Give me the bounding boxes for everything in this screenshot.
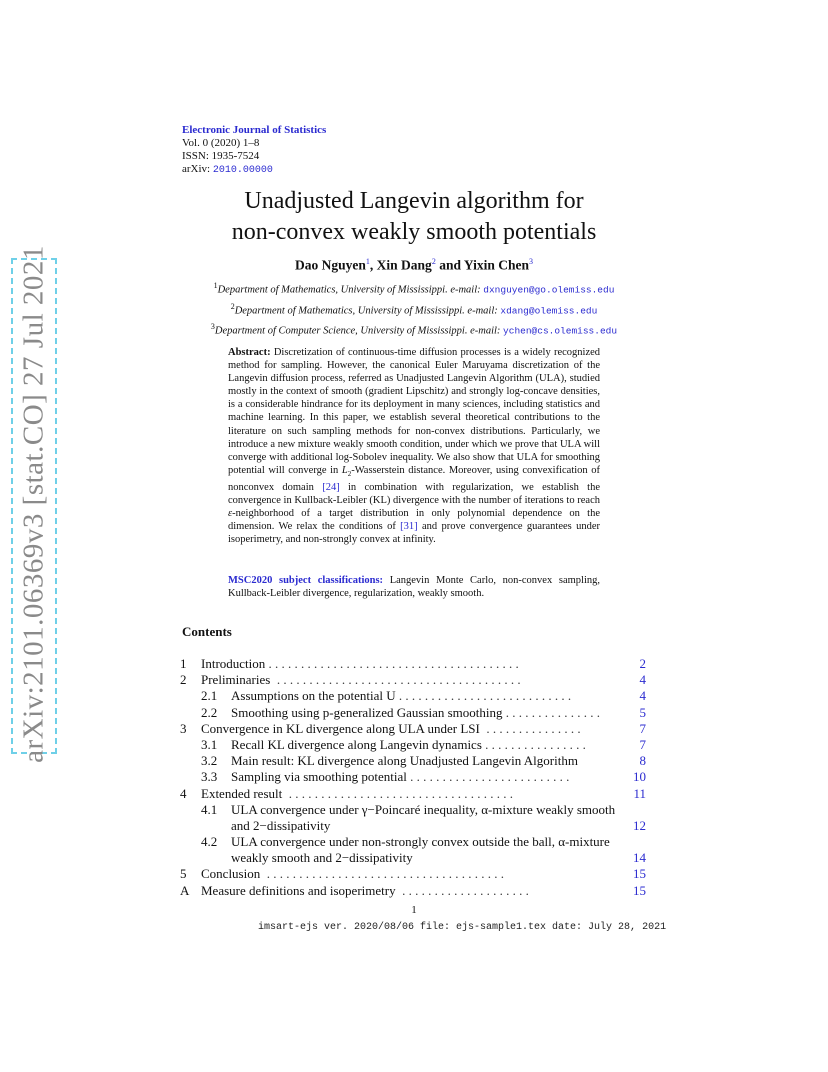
abstract-text: in combination with regularization, we establish the convergence in Kullback-Leibler (KL) divergence with the number of iterations to reach	[228, 482, 600, 507]
email-link[interactable]: ychen@cs.olemiss.edu	[503, 325, 618, 337]
affiliation-2	[182, 302, 646, 317]
toc-entry[interactable]	[180, 705, 646, 721]
author-list	[182, 257, 646, 274]
toc-entry[interactable]	[180, 672, 646, 688]
toc-number: 1	[180, 656, 187, 671]
toc-number: 2.1	[201, 688, 218, 704]
toc-entry[interactable]	[180, 834, 646, 866]
email-link[interactable]: xdang@olemiss.edu	[500, 305, 598, 317]
author-name: Xin Dang	[376, 257, 432, 273]
toc-title: ULA convergence under non-strongly convex outside the ball, α-mixture weakly smooth and 2−dissipativity	[231, 834, 610, 866]
toc-title: ULA convergence under γ−Poincaré inequality, α-mixture weakly smooth and 2−dissipativity	[231, 801, 616, 833]
author-affiliation-link[interactable]: 3	[528, 257, 533, 266]
citation-link[interactable]: [31]	[400, 521, 418, 533]
author-separator: ,	[369, 257, 377, 273]
abstract-label: Abstract:	[228, 347, 271, 358]
toc-title: Preliminaries . . . . . . . . . . . . . . . . . . . . . . . . . . . . . . . . . . . . . .	[201, 672, 521, 688]
abstract-text: Discretization of continuous-time diffusion processes is a widely recognized method for sampling. However, the canonical Euler Maruyama discretization of the Langevin diffusion process, referred as Unadjusted Langevin Algorithm (ULA), studied mostly in the context of smooth (gradient Lipschitz) and strongly log-concave densities, is a considerable hindrance for its deployment in many sciences, including statistics and machine learning. In this paper, we establish several theoretical contributions to the literature on such sampling methods for non-convex distributions. Particularly, we introduce a new mixture weakly smooth condition, under which we prove that ULA will converge with additional log-Sobolev inequality. We also show that ULA for smoothing potential will converge in	[228, 347, 601, 476]
toc-title-text: Smoothing using p-generalized Gaussian smoothing	[231, 704, 503, 720]
toc-page-link[interactable]: 11	[633, 785, 646, 801]
toc-title-text: Recall KL divergence along Langevin dynamics	[231, 736, 482, 752]
toc-number: 4	[180, 785, 187, 801]
title-line-2: non-convex weakly smooth potentials	[231, 219, 597, 245]
toc-page-link[interactable]: 12	[633, 817, 646, 833]
toc-entry[interactable]	[180, 656, 646, 672]
toc-page-link[interactable]: 2	[639, 656, 646, 671]
page-number: 1	[411, 904, 417, 916]
msc-label[interactable]: MSC2020 subject classifications:	[228, 575, 384, 586]
table-of-contents	[180, 656, 646, 899]
toc-entry[interactable]	[180, 786, 646, 802]
affiliation-3	[182, 322, 646, 337]
toc-title-text: Sampling via smoothing potential	[231, 769, 407, 785]
toc-title-text: Preliminaries	[201, 672, 271, 688]
toc-page-link[interactable]: 15	[633, 866, 646, 882]
toc-number: 2.2	[201, 704, 218, 720]
paper-title	[182, 186, 646, 248]
toc-entry[interactable]	[180, 866, 646, 882]
journal-volume: Vol. 0 (2020) 1–8	[182, 137, 260, 149]
journal-issn: ISSN: 1935-7524	[182, 150, 260, 162]
abstract	[228, 346, 600, 547]
msc-classifications	[228, 574, 600, 600]
toc-number: 3	[180, 720, 187, 736]
toc-entry[interactable]	[180, 883, 646, 899]
toc-page-link[interactable]: 15	[633, 882, 646, 898]
arxiv-stamp[interactable]: arXiv:2101.06369v3 [stat.CO] 27 Jul 2021	[17, 245, 50, 763]
toc-page-link[interactable]: 14	[633, 850, 646, 866]
affiliation-mark: 1	[213, 281, 218, 290]
toc-entry[interactable]	[180, 769, 646, 785]
math-sub: 2	[347, 469, 352, 478]
toc-page-link[interactable]: 7	[639, 720, 646, 736]
toc-title-text: Main result: KL divergence along Unadjusted Langevin Algorithm	[231, 753, 578, 769]
toc-number: 4.1	[201, 801, 218, 817]
toc-entry[interactable]	[180, 802, 646, 834]
toc-title-text: Introduction	[201, 656, 266, 671]
toc-title: Smoothing using p-generalized Gaussian smoothing . . . . . . . . . . . . . . .	[231, 704, 601, 720]
math-l: L	[341, 464, 348, 476]
affiliation-mark: 3	[210, 322, 215, 331]
journal-header	[182, 124, 326, 177]
msc-text: Langevin Monte Carlo, non-convex sampling, Kullback-Leibler divergence, regularization, weakly smooth.	[228, 575, 600, 600]
contents-heading: Contents	[182, 624, 232, 639]
author-name: Dao Nguyen	[295, 257, 366, 273]
toc-number: 4.2	[201, 834, 218, 850]
author-separator: and	[435, 257, 464, 273]
toc-title: Measure definitions and isoperimetry . . . . . . . . . . . . . . . . . . . .	[201, 882, 529, 898]
toc-number: 5	[180, 866, 187, 882]
toc-page-link[interactable]: 4	[639, 688, 646, 704]
affiliation-text: Department of Computer Science, University of Mississippi. e-mail:	[214, 325, 504, 337]
citation-link[interactable]: [24]	[322, 482, 340, 494]
toc-page-link[interactable]: 7	[639, 736, 646, 752]
toc-number: A	[180, 882, 190, 898]
toc-page-link[interactable]: 8	[639, 753, 646, 769]
affiliation-mark: 2	[230, 302, 235, 311]
page-footer: imsart-ejs ver. 2020/08/06 file: ejs-sample1.tex date: July 28, 2021	[258, 922, 667, 933]
toc-title: Recall KL divergence along Langevin dynamics . . . . . . . . . . . . . . . .	[231, 736, 586, 752]
toc-title	[231, 753, 622, 769]
toc-title: Convergence in KL divergence along ULA under LSI . . . . . . . . . . . . . . .	[201, 720, 581, 736]
affiliation-text: Department of Mathematics, University of Mississippi. e-mail:	[234, 305, 501, 317]
arxiv-id-link[interactable]: 2010.00000	[212, 165, 273, 176]
toc-title-text: Assumptions on the potential U	[231, 688, 396, 704]
toc-page-link[interactable]: 10	[633, 769, 646, 785]
toc-page-link[interactable]: 5	[639, 704, 646, 720]
email-link[interactable]: dxnguyen@go.olemiss.edu	[483, 284, 615, 296]
journal-name[interactable]: Electronic Journal of Statistics	[182, 124, 327, 136]
toc-entry[interactable]	[180, 753, 646, 769]
toc-number: 3.2	[201, 753, 218, 769]
affiliation-1	[182, 281, 646, 296]
toc-entry[interactable]	[180, 721, 646, 737]
toc-title-text: Extended result	[201, 785, 283, 801]
abstract-text: and prove convergence guarantees under isoperimetry, and non-strongly convex at infinity.	[228, 521, 600, 546]
toc-entry[interactable]	[180, 688, 646, 704]
toc-title: Assumptions on the potential U . . . . . . . . . . . . . . . . . . . . . . . . . . .	[231, 688, 572, 704]
toc-title: Introduction . . . . . . . . . . . . . . . . . . . . . . . . . . . . . . . . . . . . . . .	[201, 656, 519, 671]
toc-entry[interactable]	[180, 737, 646, 753]
author-affiliation-link[interactable]: 2	[431, 257, 436, 266]
toc-title: Extended result . . . . . . . . . . . . . . . . . . . . . . . . . . . . . . . . . . .	[201, 785, 513, 801]
toc-number: 3.3	[201, 769, 218, 785]
toc-title-text: Convergence in KL divergence along ULA under LSI	[201, 720, 480, 736]
toc-title-text: Measure definitions and isoperimetry	[201, 882, 396, 898]
abstract-text: -neighborhood of a target distribution in only polynomial dependence on the dimension. We relax the conditions of	[228, 508, 600, 533]
toc-title-text: Conclusion	[201, 866, 261, 882]
toc-title: Conclusion . . . . . . . . . . . . . . . . . . . . . . . . . . . . . . . . . . . . .	[201, 866, 504, 882]
math-epsilon: ε	[228, 508, 233, 520]
affiliation-text: Department of Mathematics, University of Mississippi. e-mail:	[217, 284, 484, 296]
toc-page-link[interactable]: 4	[639, 672, 646, 688]
title-line-1: Unadjusted Langevin algorithm for	[244, 188, 584, 214]
arxiv-label: arXiv:	[182, 163, 211, 175]
author-name: Yixin Chen	[463, 257, 529, 273]
abstract-text: -Wasserstein distance. Moreover, using convexification of nonconvex domain	[228, 464, 601, 494]
author-affiliation-link[interactable]: 1	[365, 257, 370, 266]
toc-number: 3.1	[201, 736, 218, 752]
toc-title: Sampling via smoothing potential . . . . . . . . . . . . . . . . . . . . . . . . .	[231, 769, 570, 785]
toc-number: 2	[180, 672, 187, 688]
